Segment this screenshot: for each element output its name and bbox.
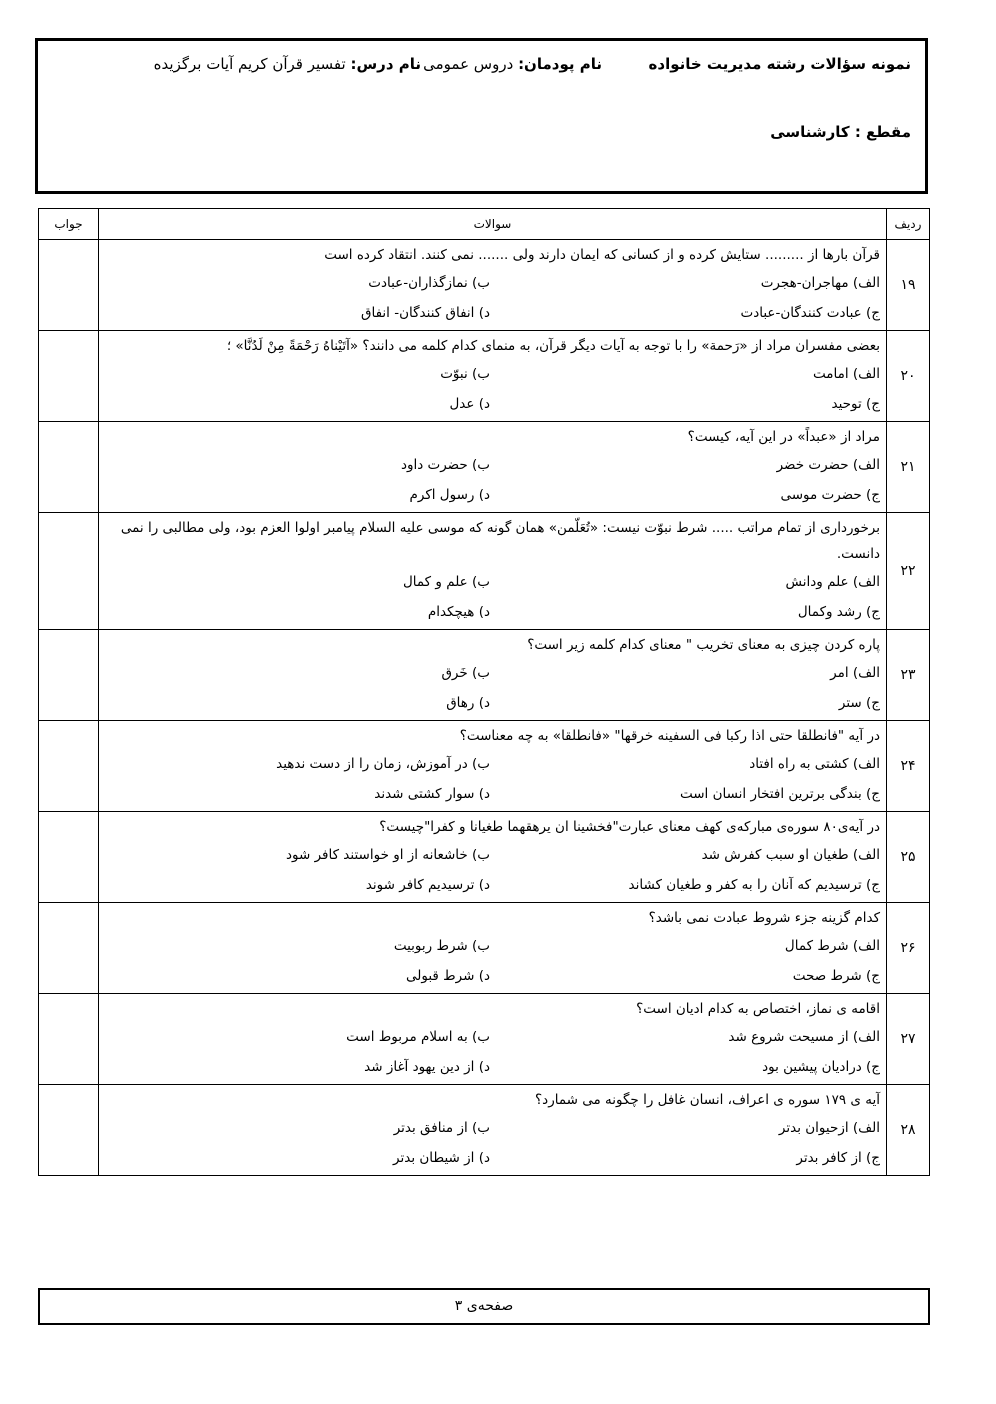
option-d: د) از شیطان بدتر [393,1150,490,1166]
answer-cell[interactable] [39,240,99,331]
question-row [39,721,930,812]
question-number: ۲۸ [887,1085,930,1176]
option-b: ب) نبوّت [440,366,490,382]
option-d: د) از دین یهود آغاز شد [364,1059,490,1075]
option-a: الف) از مسیحت شروع شد [728,1029,880,1045]
answer-cell[interactable] [39,903,99,994]
question-cell [99,513,887,630]
answer-cell[interactable] [39,994,99,1085]
course-name: نام درس: تفسیر قرآن کریم آیات برگزیده [153,55,421,73]
question-number: ۲۰ [887,331,930,422]
question-number: ۲۳ [887,630,930,721]
option-b: ب) خاشعانه از او خواستند کافر شود [285,847,490,863]
question-stem: مراد از «عبداً» در این آیه، کیست؟ [687,429,880,445]
option-b: ب) خَرق [441,665,490,681]
question-number: ۲۱ [887,422,930,513]
option-a: الف) امر [830,665,880,681]
question-stem: اقامه ی نماز، اختصاص به کدام ادیان است؟ [636,1001,880,1017]
option-c: ج) توحید [831,396,880,412]
exam-title: نمونه سؤالات رشته مدیریت خانواده [648,55,911,73]
option-d: د) عدل [449,396,490,412]
questions-header: سوالات [99,209,887,240]
option-a: الف) مهاجران-هجرت [760,275,880,291]
question-row [39,903,930,994]
options-grid [103,931,880,991]
question-row [39,994,930,1085]
answer-cell[interactable] [39,1085,99,1176]
option-a: الف) حضرت خضر [776,457,880,473]
answer-cell[interactable] [39,812,99,903]
question-cell [99,240,887,331]
question-number: ۲۴ [887,721,930,812]
question-cell [99,331,887,422]
option-a: الف) شرط کمال [784,938,880,954]
answer-cell[interactable] [39,331,99,422]
question-cell [99,1085,887,1176]
question-number: ۱۹ [887,240,930,331]
question-cell [99,903,887,994]
question-cell [99,630,887,721]
exam-header [35,38,928,194]
option-a: الف) کشتی به راه افتاد [749,756,880,772]
module-name: نام پودمان: دروس عمومی [423,55,602,73]
question-row [39,331,930,422]
degree-level: مقطع : کارشناسی [770,123,911,141]
question-stem: برخورداری از تمام مراتب ..... شرط نبوّت نیست: «تُعَلّمن» همان گونه که موسی علیه السلام پیامبر اولوا العزم بود، ولی مطالبی را نمی دانست. [120,520,880,562]
option-d: د) هیچکدام [427,604,490,620]
option-b: ب) از منافق بدتر [393,1120,490,1136]
question-stem: بعضی مفسران مراد از «رَحمة» را با توجه به آیات دیگر قرآن، به منمای کدام کلمه می دانند؟ «آتَیْناهُ رَحْمَةً مِنْ لَدُنَّا» ؛ [226,338,880,354]
option-d: د) سوار کشتی شدند [374,786,490,802]
option-d: د) رسول اکرم [409,487,490,503]
option-a: الف) طغیان او سبب کفرش شد [701,847,880,863]
question-stem: پاره کردن چیزی به معنای تخریب " معنای کدام کلمه زیر است؟ [527,637,880,653]
option-c: ج) بندگی برترین افتخار انسان است [679,786,880,802]
page-number: صفحه‌ی ۳ [38,1288,930,1325]
option-b: ب) در آموزش، زمان را از دست ندهید [276,756,490,772]
option-a: الف) علم ودانش [785,574,880,590]
option-c: ج) از کافر بدتر [796,1150,880,1166]
question-row [39,1085,930,1176]
question-cell [99,422,887,513]
option-c: ج) شرط صحت [792,968,880,984]
option-c: ج) ترسیدیم که آنان را به کفر و طغیان کشاند [628,877,880,893]
question-cell [99,812,887,903]
option-b: ب) حضرت داود [400,457,490,473]
option-c: ج) رشد وکمال [797,604,880,620]
question-stem: در آیه "فانطلقا حتی اذا رکبا فی السفینه خرقها" «فانطلقا» به چه معناست؟ [459,728,880,744]
table-header-row [39,209,930,240]
option-d: د) ترسیدیم کافر شوند [365,877,490,893]
answer-cell[interactable] [39,630,99,721]
options-grid [103,268,880,328]
question-number: ۲۵ [887,812,930,903]
option-c: ج) عبادت کنندگان-عبادت [740,305,880,321]
option-c: ج) درادیان پیشین بود [762,1059,880,1075]
question-number: ۲۶ [887,903,930,994]
question-row [39,812,930,903]
option-a: الف) امامت [813,366,880,382]
question-stem: قرآن بارها از ......... ستایش کرده و از کسانی که ایمان دارند ولی ....... نمی کنند. انتقاد کرده است [324,247,880,263]
option-b: ب) به اسلام مربوط است [346,1029,490,1045]
row-number-header: ردیف [887,209,930,240]
answer-cell[interactable] [39,513,99,630]
option-b: ب) شرط ربوبیت [393,938,490,954]
options-grid [103,749,880,809]
question-cell [99,994,887,1085]
question-row [39,513,930,630]
option-b: ب) علم و کمال [402,574,490,590]
option-d: د) انفاق کنندگان- انفاق [361,305,490,321]
answer-header: جواب [39,209,99,240]
option-b: ب) نمازگذاران-عبادت [368,275,490,291]
option-c: ج) ستر [838,695,880,711]
question-stem: آیه ی ۱۷۹ سوره ی اعراف، انسان غافل را چگونه می شمارد؟ [535,1092,880,1108]
option-a: الف) ازحیوان بدتر [778,1120,880,1136]
question-row [39,422,930,513]
options-grid [103,567,880,627]
options-grid [103,658,880,718]
question-stem: در آیه‌ی۸۰ سوره‌ی مبارکه‌ی کهف معنای عبارت"فخشینا ان یرهقهما طغیانا و کفرا"چیست؟ [379,819,880,835]
question-row [39,240,930,331]
options-grid [103,450,880,510]
question-cell [99,721,887,812]
answer-cell[interactable] [39,721,99,812]
options-grid [103,840,880,900]
options-grid [103,1113,880,1173]
option-d: د) شرط قبولی [406,968,490,984]
option-d: د) رهاق [446,695,490,711]
question-number: ۲۷ [887,994,930,1085]
question-number: ۲۲ [887,513,930,630]
answer-cell[interactable] [39,422,99,513]
options-grid [103,1022,880,1082]
question-stem: کدام گزینه جزء شروط عبادت نمی باشد؟ [648,910,880,926]
questions-table [38,208,930,1176]
options-grid [103,359,880,419]
option-c: ج) حضرت موسی [780,487,880,503]
question-row [39,630,930,721]
